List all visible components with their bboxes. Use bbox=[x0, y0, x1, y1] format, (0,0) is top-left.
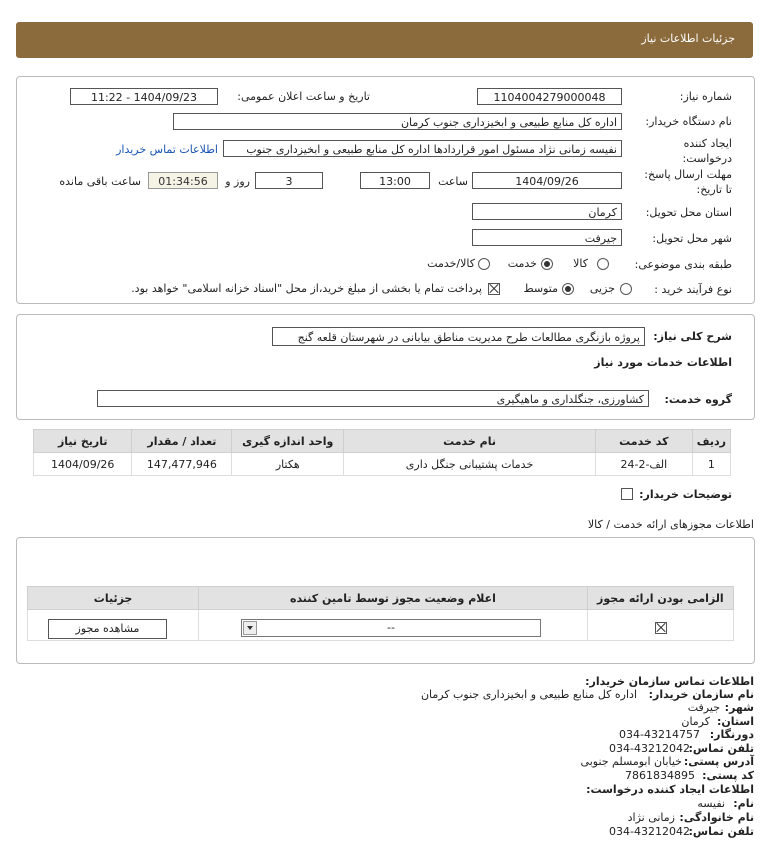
buyer-label: نام دستگاه خریدار: bbox=[645, 115, 732, 128]
service-group-field: کشاورزی، جنگلداری و ماهیگیری bbox=[97, 390, 649, 407]
org-label: نام سازمان خریدار: bbox=[648, 688, 754, 701]
creator-family-value: زمانی نژاد bbox=[627, 811, 675, 824]
services-table-header bbox=[34, 430, 731, 453]
remaining-timer: 01:34:56 bbox=[148, 172, 218, 189]
need-number-field: 1104004279000048 bbox=[477, 88, 622, 105]
col-row: ردیف bbox=[692, 430, 730, 453]
announce-field: 1404/09/23 - 11:22 bbox=[70, 88, 218, 105]
col-name: نام خدمت bbox=[344, 430, 596, 453]
announce-label: تاریخ و ساعت اعلان عمومی: bbox=[237, 90, 370, 103]
purchase-option-minor: جزیی bbox=[589, 282, 615, 295]
buyer-notes-checkbox[interactable] bbox=[621, 488, 633, 500]
need-number-label: شماره نیاز: bbox=[679, 90, 732, 103]
deadline-time-label: ساعت bbox=[438, 175, 468, 188]
postal-value: 7861834895 bbox=[625, 769, 695, 782]
phone-value: 034-43212042 bbox=[609, 742, 690, 755]
summary-title-field: پروژه بازنگری مطالعات طرح مدیریت مناطق بیابانی در شهرستان قلعه گنج bbox=[272, 327, 645, 346]
col-code: کد خدمت bbox=[595, 430, 692, 453]
permit-mandatory-checkbox bbox=[655, 622, 667, 634]
days-label: روز و bbox=[225, 175, 250, 188]
cell-code: الف-2-24 bbox=[595, 453, 692, 476]
creator-label-2: درخواست: bbox=[682, 152, 732, 165]
category-option-goods-service: کالا/خدمت bbox=[427, 257, 475, 270]
permit-status-value: -- bbox=[387, 621, 395, 634]
creator-field: نفیسه زمانی نژاد مسئول امور قراردادها اداره کل منابع طبیعی و ابخیزداری جنوب bbox=[223, 140, 622, 157]
days-field: 3 bbox=[255, 172, 323, 189]
city-field: جیرفت bbox=[472, 229, 622, 246]
purchase-type-label: نوع فرآیند خرید : bbox=[654, 283, 732, 296]
creator-name-label: نام: bbox=[733, 797, 754, 810]
purchase-radio-medium[interactable] bbox=[562, 283, 574, 295]
treasury-checkbox[interactable] bbox=[488, 283, 500, 295]
category-option-service: خدمت bbox=[507, 257, 537, 270]
buyer-notes-label: توضیحات خریدار: bbox=[639, 488, 732, 501]
province-field: کرمان bbox=[472, 203, 622, 220]
col-details: جزئیات bbox=[28, 587, 199, 610]
category-label: طبقه بندی موضوعی: bbox=[634, 258, 732, 271]
page-header bbox=[16, 22, 753, 58]
creator-info-title: اطلاعات ایجاد کننده درخواست: bbox=[586, 783, 754, 796]
contact-city-label: شهر: bbox=[724, 701, 754, 714]
purchase-option-medium: متوسط bbox=[523, 282, 558, 295]
buyer-contact-link[interactable]: اطلاعات تماس خریدار bbox=[116, 143, 218, 156]
fax-value: 034-43214757 bbox=[619, 728, 700, 741]
summary-title-label: شرح کلی نیاز: bbox=[653, 330, 732, 343]
city-label: شهر محل تحویل: bbox=[652, 232, 732, 245]
col-mandatory: الزامی بودن ارائه مجوز bbox=[587, 587, 733, 610]
view-permit-button[interactable]: مشاهده مجوز bbox=[48, 619, 167, 639]
creator-name-value: نفیسه bbox=[697, 797, 725, 810]
province-label: استان محل تحویل: bbox=[645, 206, 732, 219]
address-label: آدرس پستی: bbox=[683, 755, 754, 768]
creator-phone-value: 034-43212042 bbox=[609, 825, 690, 838]
permits-section-title: اطلاعات مجوزهای ارائه خدمت / کالا bbox=[587, 518, 754, 531]
contact-city-value: جیرفت bbox=[687, 701, 720, 714]
chevron-down-icon[interactable] bbox=[243, 621, 257, 635]
cell-name: خدمات پشتیبانی جنگل داری bbox=[344, 453, 596, 476]
cell-row: 1 bbox=[692, 453, 730, 476]
col-status: اعلام وضعیت مجوز توسط تامین کننده bbox=[199, 587, 588, 610]
org-value: اداره کل منابع طبیعی و ابخیزداری جنوب کرمان bbox=[420, 688, 637, 701]
services-heading: اطلاعات خدمات مورد نیاز bbox=[594, 356, 732, 369]
contact-title: اطلاعات تماس سازمان خریدار: bbox=[585, 675, 754, 688]
category-radio-service[interactable] bbox=[541, 258, 553, 270]
buyer-field: اداره کل منابع طبیعی و ابخیزداری جنوب کرمان bbox=[173, 113, 622, 130]
address-value: خیابان ابومسلم جنوبی bbox=[580, 755, 682, 768]
cell-unit: هکتار bbox=[232, 453, 344, 476]
contact-province-value: کرمان bbox=[681, 715, 710, 728]
deadline-label-2: تا تاریخ: bbox=[696, 183, 732, 196]
col-unit: واحد اندازه گیری bbox=[232, 430, 344, 453]
category-option-goods: کالا bbox=[573, 257, 588, 270]
postal-label: کد پستی: bbox=[702, 769, 754, 782]
page-title: جزئیات اطلاعات نیاز bbox=[641, 32, 735, 45]
creator-family-label: نام خانوادگی: bbox=[679, 811, 754, 824]
deadline-time-field: 13:00 bbox=[360, 172, 430, 189]
creator-label-1: ایجاد کننده bbox=[683, 137, 732, 150]
category-radio-goods[interactable] bbox=[597, 258, 609, 270]
col-qty: تعداد / مقدار bbox=[132, 430, 232, 453]
fax-label: دورنگار: bbox=[709, 728, 754, 741]
contact-province-label: استان: bbox=[717, 715, 754, 728]
creator-phone-label: تلفن تماس: bbox=[688, 825, 754, 838]
service-group-label: گروه خدمت: bbox=[664, 393, 732, 406]
services-table bbox=[33, 429, 731, 476]
phone-label: تلفن تماس: bbox=[688, 742, 754, 755]
cell-date: 1404/09/26 bbox=[34, 453, 132, 476]
col-date: تاریخ نیاز bbox=[34, 430, 132, 453]
remaining-label: ساعت باقی مانده bbox=[59, 175, 141, 188]
category-radio-goods-service[interactable] bbox=[478, 258, 490, 270]
deadline-date-field: 1404/09/26 bbox=[472, 172, 622, 189]
permit-status-select[interactable] bbox=[241, 619, 541, 637]
cell-qty: 147,477,946 bbox=[132, 453, 232, 476]
table-row bbox=[34, 453, 731, 476]
purchase-radio-minor[interactable] bbox=[620, 283, 632, 295]
deadline-label-1: مهلت ارسال پاسخ: bbox=[644, 168, 732, 181]
payment-note: پرداخت تمام یا بخشی از مبلغ خرید،از محل "اسناد خزانه اسلامی" خواهد بود. bbox=[131, 282, 482, 295]
permits-table-header bbox=[28, 587, 734, 610]
